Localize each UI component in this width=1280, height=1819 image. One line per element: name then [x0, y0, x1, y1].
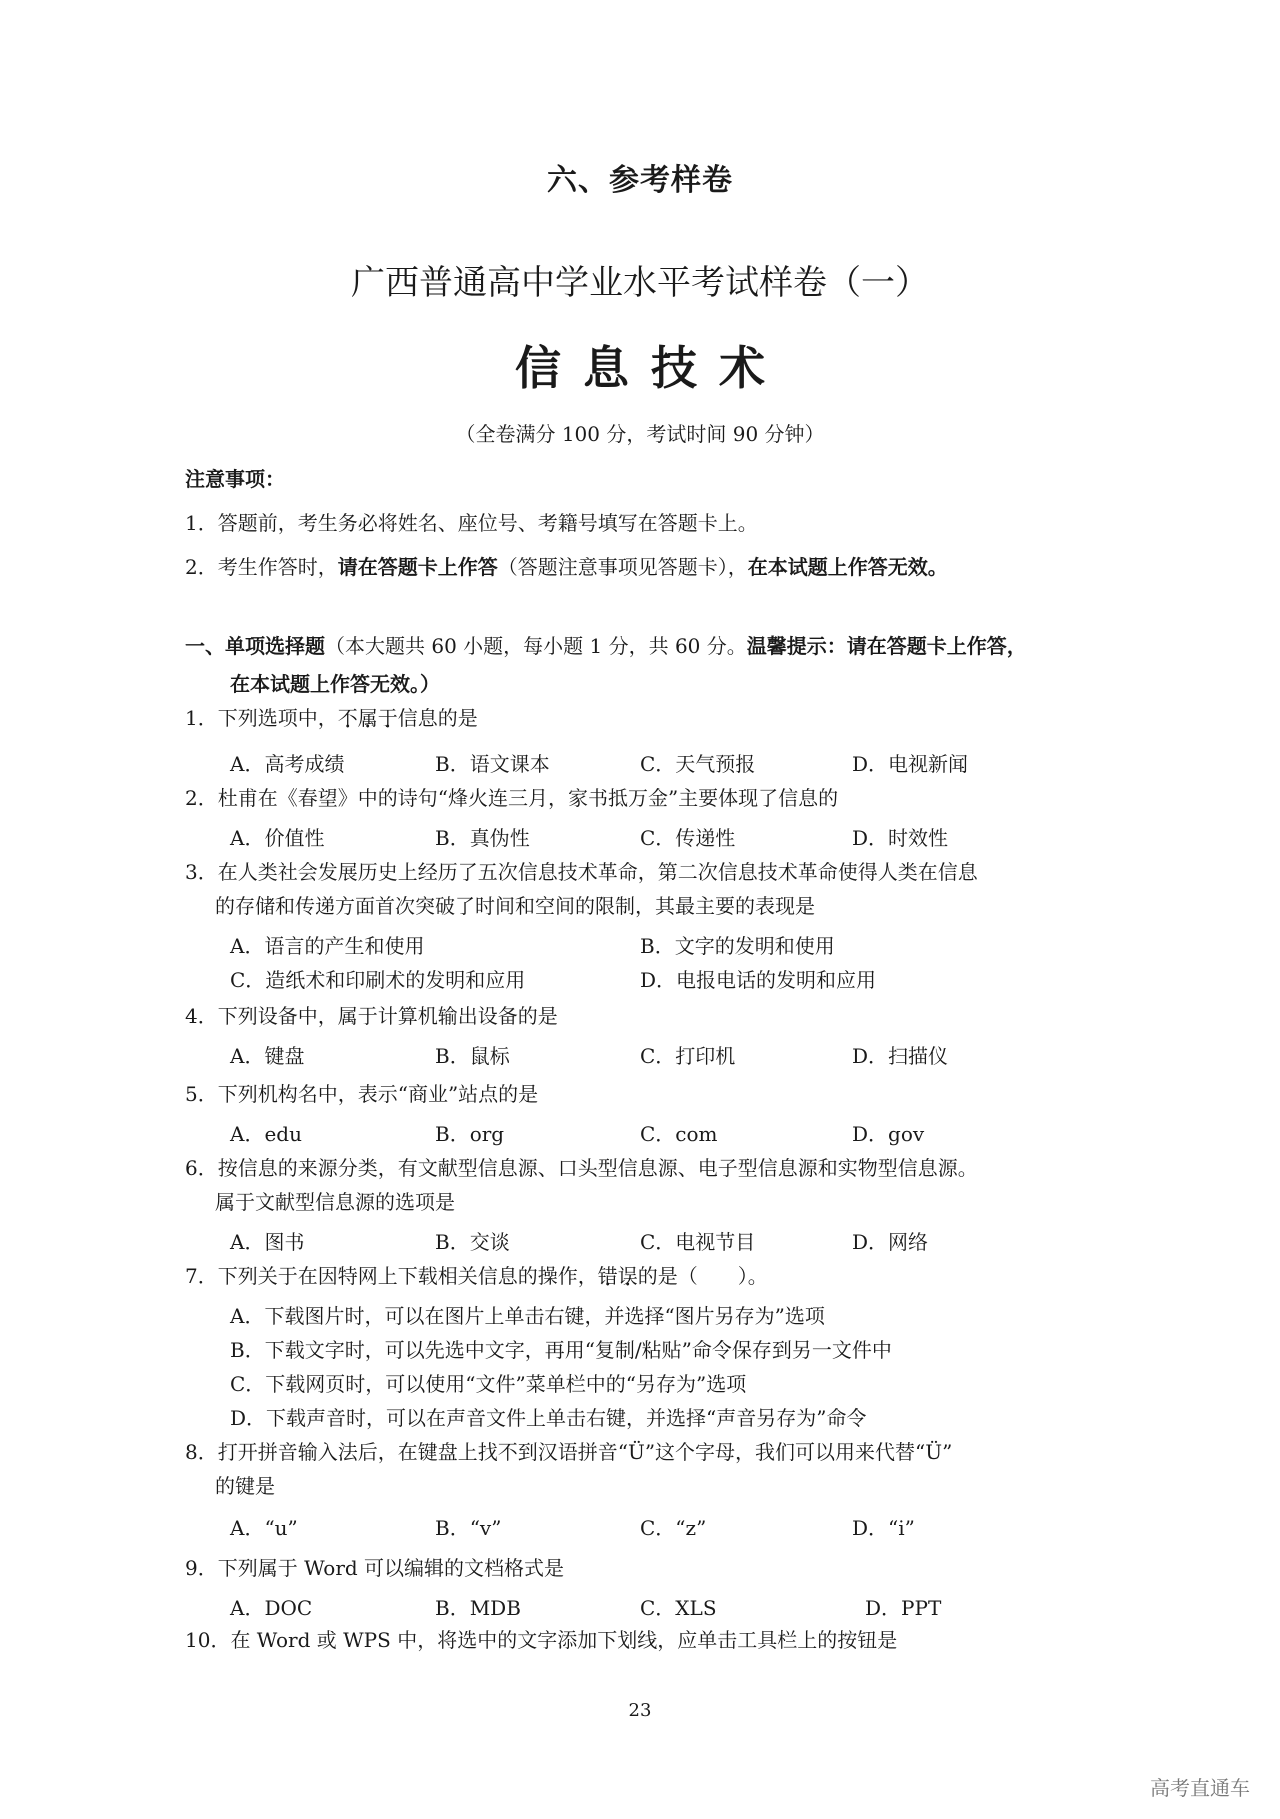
- question-number: 3．: [185, 860, 218, 884]
- option-7d: D．下载声音时，可以在声音文件上单击右键，并选择“声音另存为”命令: [230, 1406, 867, 1430]
- option-4b: B．鼠标: [435, 1044, 510, 1068]
- emphasis-char: 于: [377, 706, 398, 730]
- option-2b: B．真伪性: [435, 826, 530, 850]
- question-text: 下列关于在因特网上下载相关信息的操作，: [217, 1264, 598, 1288]
- question-text: 下列属于 Word 可以编辑的文档格式是: [217, 1556, 565, 1580]
- option-1b: B．语文课本: [435, 752, 550, 776]
- option-6c: C．电视节目: [640, 1230, 756, 1254]
- option-9a: A．DOC: [230, 1596, 313, 1620]
- question-text: 信息的是: [397, 706, 478, 730]
- question-number: 5．: [185, 1082, 218, 1106]
- question-3: [185, 856, 978, 885]
- question-text: 杜甫在《春望》中的诗句“烽火连三月，家书抵万金”主要体现了信息的: [217, 786, 839, 810]
- option-4d: D．扫描仪: [852, 1044, 949, 1068]
- part-1-heading-line2: 在本试题上作答无效。）: [230, 672, 440, 696]
- option-2c: C．传递性: [640, 826, 736, 850]
- option-6d: D．网络: [852, 1230, 929, 1254]
- question-text: 在 Word 或 WPS 中，将选中的文字添加下划线，应单击工具栏上的按钮是: [230, 1628, 898, 1652]
- option-5b: B．org: [435, 1122, 505, 1146]
- option-5a: A．edu: [230, 1122, 302, 1146]
- question-6: [185, 1152, 978, 1181]
- question-text: 下列机构名中，表示“商业”站点的是: [217, 1082, 539, 1106]
- option-3d: D．电报电话的发明和应用: [640, 968, 877, 992]
- note-2-bold-2: 在本试题上作答无效。: [747, 555, 948, 579]
- question-number: 7．: [185, 1264, 218, 1288]
- question-number: 9．: [185, 1556, 218, 1580]
- question-number: 2．: [185, 786, 218, 810]
- note-2-bold-1: 请在答题卡上作答: [337, 555, 498, 579]
- page-number: 23: [628, 1700, 652, 1721]
- option-5d: D．gov: [852, 1122, 925, 1146]
- part-1-heading: [185, 630, 1027, 659]
- question-3-cont: 的存储和传递方面首次突破了时间和空间的限制，其最主要的表现是: [215, 894, 815, 918]
- note-item-1: 1．答题前，考生务必将姓名、座位号、考籍号填写在答题卡上。: [185, 511, 758, 535]
- part-1-desc: （本大题共 60 小题，每小题 1 分，共 60 分。: [325, 634, 747, 658]
- option-1d: D．电视新闻: [852, 752, 969, 776]
- question-9: [185, 1552, 564, 1581]
- question-text: 打开拼音输入法后，在键盘上找不到汉语拼音“Ü”这个字母，我们可以用来代替“Ü”: [217, 1440, 953, 1464]
- option-2d: D．时效性: [852, 826, 949, 850]
- emphasis-char: 错: [597, 1264, 618, 1288]
- exam-meta: （全卷满分 100 分，考试时间 90 分钟）: [455, 422, 825, 446]
- option-3b: B．文字的发明和使用: [640, 934, 835, 958]
- question-number: 10．: [185, 1628, 231, 1652]
- option-7c: C．下载网页时，可以使用“文件”菜单栏中的“另存为”选项: [230, 1372, 747, 1396]
- option-3c: C．造纸术和印刷术的发明和应用: [230, 968, 526, 992]
- emphasis-char: 误: [617, 1264, 638, 1288]
- option-6a: A．图书: [230, 1230, 305, 1254]
- option-1c: C．天气预报: [640, 752, 756, 776]
- question-7: [185, 1260, 768, 1289]
- question-number: 4．: [185, 1004, 218, 1028]
- option-8b: B．“v”: [435, 1516, 502, 1540]
- question-10: [185, 1624, 897, 1653]
- option-3a: A．语言的产生和使用: [230, 934, 425, 958]
- option-7a: A．下载图片时，可以在图片上单击右键，并选择“图片另存为”选项: [230, 1304, 825, 1328]
- note-item-2: [185, 551, 948, 580]
- option-4a: A．键盘: [230, 1044, 305, 1068]
- question-8: [185, 1436, 952, 1465]
- option-9c: C．XLS: [640, 1596, 717, 1620]
- option-7b: B．下载文字时，可以先选中文字，再用“复制/粘贴”命令保存到另一文件中: [230, 1338, 892, 1362]
- section-title: 六、参考样卷: [547, 163, 733, 198]
- question-number: 6．: [185, 1156, 218, 1180]
- part-1-tip: 温馨提示：请在答题卡上作答，: [746, 634, 1027, 658]
- question-2: [185, 782, 838, 811]
- question-text: 的是（ ）。: [637, 1264, 768, 1288]
- question-number: 8．: [185, 1440, 218, 1464]
- subject-title: 信息技术: [515, 341, 787, 395]
- option-9b: B．MDB: [435, 1596, 521, 1620]
- question-text: 按信息的来源分类，有文献型信息源、口头型信息源、电子型信息源和实物型信息源。: [217, 1156, 978, 1180]
- option-1a: A．高考成绩: [230, 752, 345, 776]
- note-2-prefix: 2．考生作答时，: [185, 555, 338, 579]
- option-9d: D．PPT: [865, 1596, 942, 1620]
- question-text: 下列选项中，: [217, 706, 338, 730]
- question-5: [185, 1078, 538, 1107]
- option-4c: C．打印机: [640, 1044, 736, 1068]
- question-number: 1．: [185, 706, 218, 730]
- emphasis-char: 不: [337, 706, 358, 730]
- question-1: [185, 702, 478, 731]
- question-text: 在人类社会发展历史上经历了五次信息技术革命，第二次信息技术革命使得人类在信息: [217, 860, 978, 884]
- question-6-cont: 属于文献型信息源的选项是: [215, 1190, 455, 1214]
- question-8-cont: 的键是: [215, 1474, 275, 1498]
- option-6b: B．交谈: [435, 1230, 510, 1254]
- option-5c: C．com: [640, 1122, 718, 1146]
- part-1-title: 一、单项选择题: [185, 634, 325, 658]
- emphasis-char: 属: [357, 706, 378, 730]
- option-8c: C．“z”: [640, 1516, 707, 1540]
- option-8a: A．“u”: [230, 1516, 298, 1540]
- note-2-middle: （答题注意事项见答题卡），: [497, 555, 748, 579]
- option-8d: D．“i”: [852, 1516, 915, 1540]
- option-2a: A．价值性: [230, 826, 325, 850]
- watermark: 高考直通车: [1150, 1776, 1250, 1800]
- question-text: 下列设备中，属于计算机输出设备的是: [217, 1004, 558, 1028]
- paper-title: 广西普通高中学业水平考试样卷（一）: [351, 263, 929, 303]
- question-4: [185, 1000, 558, 1029]
- notes-heading: 注意事项：: [185, 467, 285, 491]
